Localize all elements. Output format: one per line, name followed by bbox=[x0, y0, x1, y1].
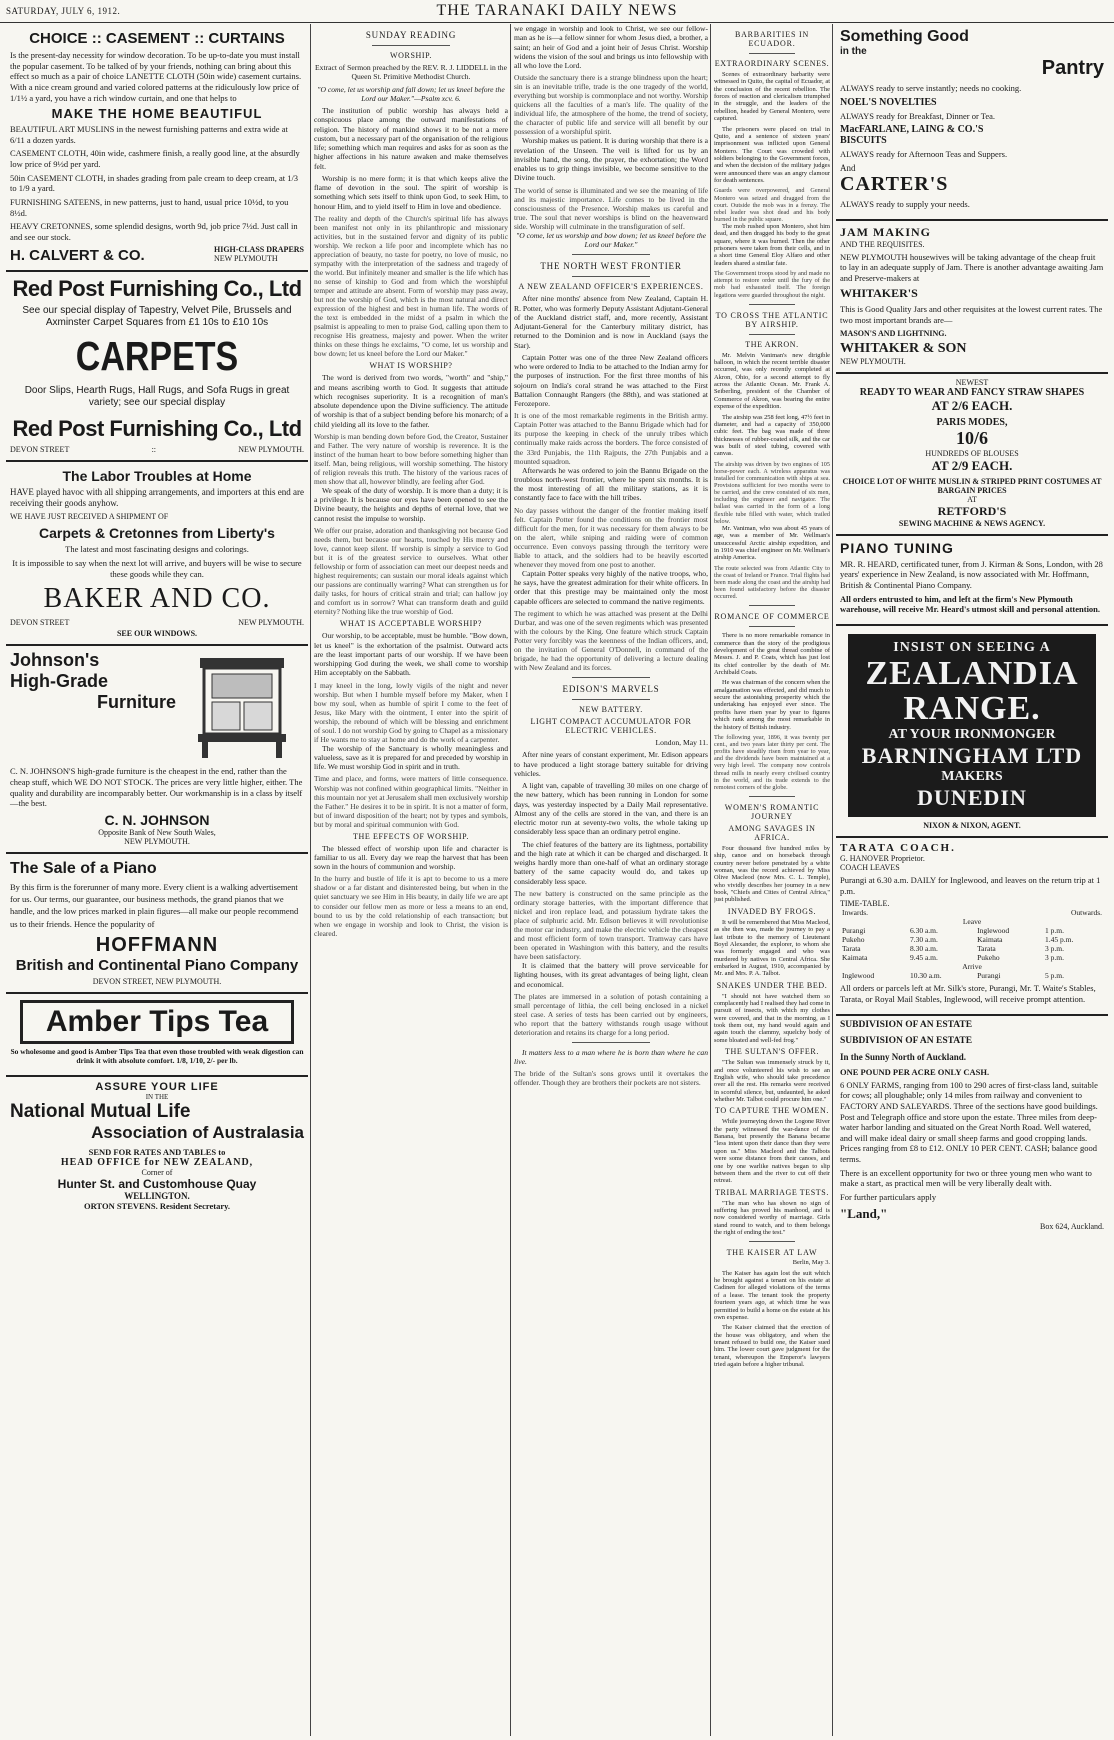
ad-footer: SEE OUR WINDOWS. bbox=[116, 629, 198, 639]
ad-text: 6 ONLY FARMS, ranging from 100 to 290 acres of first-class land, suitable for cows; all ploughable; only 14 miles from railway and convenient to FACTORY AND SALEYARDS. Three of the sections have good buildings. Post and Telegraph office and store upon the estate. Three miles from deep-water harbor landing and situated on the Great North Road. Well watered, and will make ideal dairy or small sheep farms and good cropping lands. Prices ranging from £8 to £12. ONLY 10 PER CENT. CASH; balance good terms. bbox=[840, 1079, 1098, 1164]
pantry-ad bbox=[836, 24, 1108, 221]
article-paragraph: "The man who has shown no sign of suffering has proved his manhood, and is now considered worthy of marriage. Girls stand round to watch, and to them belongs the right of ending the test." bbox=[714, 1199, 830, 1237]
ad-text: HEAVY CRETONNES, some splendid designs, worth 9d, job price 7½d. Just call in and see our stock. bbox=[10, 221, 298, 242]
ad-town: NEW PLYMOUTH. bbox=[238, 618, 304, 628]
ad-text: ALWAYS ready to serve instantly; needs no cooking. bbox=[840, 83, 1022, 93]
advertiser-name: BARNINGHAM LTD bbox=[861, 743, 1083, 769]
article-heading: TO CROSS THE ATLANTIC BY AIRSHIP. bbox=[715, 310, 829, 329]
article-subheading: THE AKRON. bbox=[745, 339, 799, 349]
table-row bbox=[840, 953, 1104, 962]
piano-tuning-ad bbox=[836, 536, 1108, 626]
ad-headline: TARATA COACH. bbox=[840, 842, 956, 855]
article-paragraph: Mr. Melvin Vaniman's new dirigible balloon, in which the recent terrible disaster occurred, was only recently completed at Akron, Ohio, for a second attempt to fly across the Atlantic Ocean. Mr. Frank A. Seiberling, president of the Chamber of Commerce of Akron, was bearing the entire expense of the expedition. bbox=[714, 351, 830, 411]
ad-text: Corner of bbox=[141, 1167, 173, 1177]
closing-remark: It matters less to a man where he is born than where he can live. bbox=[514, 1047, 708, 1067]
national-mutual-ad bbox=[6, 1077, 308, 1217]
advertiser-name: C. N. JOHNSON bbox=[104, 811, 210, 828]
johnson-ad bbox=[6, 646, 308, 854]
article-subheading: WHAT IS WORSHIP? bbox=[369, 361, 453, 371]
retford-ad bbox=[836, 374, 1108, 536]
article-paragraph: "I should not have watched them so complacently had I realised they had come in pursuit of insects, with which my clothes were covered, and that in the morning, as I took them out, my hand would again and again touch the clammy, squelchy body of some bloated and well-fed frog." bbox=[714, 992, 830, 1044]
ad-contact: "Land," bbox=[840, 1205, 888, 1221]
red-post-ad bbox=[6, 272, 308, 462]
table-cell: Tarata bbox=[842, 944, 861, 954]
article-paragraph: The institution of public worship has always held a conspicuous place among the outward manifestations of religion. The history of mankind shows it to be not a mere custom, but a necessary part of the organisation of the religious life; something which man requires and asks for as soon as the higher affections in his nature awaken and make themselves felt. bbox=[314, 106, 508, 171]
ad-text: ALWAYS ready for Breakfast, Dinner or Tea. bbox=[840, 110, 996, 121]
whitaker-ad bbox=[836, 221, 1108, 374]
advertiser-name: BAKER AND CO. bbox=[43, 583, 271, 615]
article-paragraph: The chief features of the battery are its lightness, portability and the high rate at which it can be charged and discharged. It weighs hardly more than one-half of what an ordinary storage battery of the same capacity would do, and takes up considerably less space. bbox=[514, 839, 708, 886]
timetable-header: Leave bbox=[962, 917, 982, 927]
ad-headline: Pantry bbox=[1041, 57, 1104, 79]
timetable-header: Arrive bbox=[962, 962, 982, 972]
column-rule bbox=[832, 24, 833, 1736]
ad-text: It is impossible to say when the next lot will arrive, and buyers will be wise to secure these goods while they can. bbox=[12, 558, 302, 579]
ad-headline: ASSURE YOUR LIFE bbox=[95, 1080, 219, 1093]
table-row bbox=[840, 944, 1104, 953]
ad-text: By this firm is the forerunner of many more. Every client is a walking advertisement for us. Our terms, our guarantee, our business methods, the grand pianos that we handle, and the low prices marked in plain figures—all make our people recommend us to their friends. Hence the popularity of bbox=[10, 881, 299, 929]
table-cell: Kaimata bbox=[977, 935, 1003, 945]
table-cell: 9.45 a.m. bbox=[909, 953, 938, 963]
ad-price: AT 2/6 EACH. bbox=[931, 397, 1013, 413]
calvert-ad bbox=[6, 24, 308, 272]
article-paragraph: While journeying down the Logone River the party witnessed the war-dance of the Banana, but presently the Banana became "less intent upon their dance than they were upon us." Miss Macleod and the Talbots were some distance from their canoes, and one by one warlike natives began to slip between them and the river to cut off their retreat. bbox=[714, 1118, 830, 1185]
ad-text: C. N. JOHNSON'S high-grade furniture is the cheapest in the end, rather than the cheap stuff, which WE DO NOT STOCK. The prices are very little higher, either. The quality and durability are incomparably better. Our workmanship is in a class by itself—the best. bbox=[10, 766, 303, 809]
ad-headline: in the bbox=[840, 46, 867, 57]
ad-text: HUNDREDS OF BLOUSES bbox=[925, 448, 1019, 458]
article-paragraph: He was chairman of the concern when the amalgamation was effected, and did much to secure the astonishing prosperity which the undertaking has enjoyed ever since. The profits have risen year by year to figures which rank among the most remarkable in the history of British industry. bbox=[714, 679, 830, 731]
baker-ad bbox=[6, 462, 308, 646]
article-paragraph: Four thousand five hundred miles by ship, canoe and on horseback through country never before penetrated by a white woman, was the record achieved by Miss Olive Macleod (now Mrs. C. L. Temple), who vividly describes her journey in a new book, "Chiefs and Cities of Central Africa," just published. bbox=[714, 844, 830, 904]
article-paragraph: The Kaiser claimed that the erection of the house was obligatory, and when the tenant refused to build one, the Kaiser sued him. The lower court gave judgment for the tenant, whereupon the Emperor's lawyers tried again before a higher tribunal. bbox=[714, 1324, 830, 1369]
table-cell: Pukeho bbox=[842, 935, 865, 945]
brand-name: MASON'S AND LIGHTNING. bbox=[840, 328, 947, 338]
article-heading: SUNDAY READING bbox=[365, 30, 457, 40]
ad-subheadline: COACH LEAVES bbox=[840, 863, 900, 873]
ad-headline: PIANO TUNING bbox=[840, 539, 954, 556]
article-heading: BARBARITIES IN ECUADOR. bbox=[734, 30, 810, 48]
article-paragraph: It will be remembered that Miss Macleod, as she then was, made the journey to pay a last tribute to the memory of Lieutenant Boyd Alexander, the explorer, to whom she was formerly engaged and who was murdered by natives in Central Africa. She embarked in August, 1910, accompanied by Mr. and Mrs. P. A. Talbot. bbox=[714, 918, 830, 978]
ad-street: DEVON STREET bbox=[10, 618, 70, 628]
article-subheading: EXTRAORDINARY SCENES. bbox=[714, 59, 830, 68]
ad-text: All orders or parcels left at Mr. Silk's store, Purangi, Mr. T. Waite's Stables, Tarata, or Royal Mail Stables, Inglewood, will receive prompt attention. bbox=[840, 983, 1096, 1004]
article-heading: EDISON'S MARVELS bbox=[562, 684, 660, 694]
ad-agent: NIXON & NIXON, AGENT. bbox=[923, 821, 1021, 831]
article-subheading: AMONG SAVAGES IN AFRICA. bbox=[728, 823, 816, 842]
ad-text: There is an excellent opportunity for two or three young men who want to make a start, as practical men will be very liberally dealt with. bbox=[840, 1167, 1092, 1189]
article-paragraph: Captain Potter speaks very highly of the native troops, who, he says, have the greatest admiration for their white officers. In order that this prestige may be maintained only the most capable officers are selected to command the native regiments. bbox=[514, 568, 708, 606]
article-paragraph: The mob rushed upon Montero, shot him dead, and then dragged his body to the great square, where it was burned. Then the other prisoners were taken from their cells, and in a short time General Eloy Alfaro and other leaders shared a similar fate. bbox=[714, 223, 830, 267]
article-paragraph: There is no more remarkable romance in commerce than the story of the prodigious development of the great thread combine of Messrs. J. and P. Coats, which has just lost its chief controller by the death of Mr. Archibald Coats. bbox=[714, 632, 830, 677]
ad-text: SEND FOR RATES AND TABLES to bbox=[88, 1146, 226, 1157]
timetable-title: TIME-TABLE. bbox=[840, 899, 890, 909]
column-rule bbox=[310, 24, 311, 1736]
ad-text: FURNISHING SATEENS, in new patterns, just to hand, usual price 10½d, to you 8½d. bbox=[10, 196, 289, 218]
article-paragraph: Our worship, to be acceptable, must be humble. "Bow down, let us kneel" is the exhortation of the psalmist. Outward acts are the least important parts of our worship. If we have been worshipping God during the week, we shall come to worship Him acceptably on the Sabbath. bbox=[314, 631, 508, 678]
article-subheading: TO CAPTURE THE WOMEN. bbox=[715, 1106, 829, 1116]
ad-text: AT YOUR IRONMONGER bbox=[888, 727, 1056, 743]
advertiser-name: HOFFMANN bbox=[95, 934, 219, 957]
furniture-illustration-icon bbox=[182, 652, 302, 762]
table-row bbox=[840, 935, 1104, 944]
ad-text: PARIS MODES, bbox=[936, 416, 1008, 428]
ad-town: WELLINGTON. bbox=[124, 1190, 190, 1201]
brand-name: ZEALANDIA RANGE. bbox=[865, 654, 1079, 728]
ad-subheadline: Carpets & Cretonnes from Liberty's bbox=[39, 525, 275, 542]
advertisement-column bbox=[6, 24, 308, 1736]
ad-subheadline: ONE POUND PER ACRE ONLY CASH. bbox=[840, 1066, 990, 1077]
article-subheading: THE SULTAN'S OFFER. bbox=[725, 1047, 819, 1057]
ad-street: DEVON STREET bbox=[10, 444, 70, 454]
ad-headline: CARPETS bbox=[75, 334, 239, 380]
ad-address: Opposite Bank of New South Wales, bbox=[98, 827, 216, 837]
hoffmann-ad bbox=[6, 854, 308, 994]
ad-town: NEW PLYMOUTH bbox=[213, 254, 278, 264]
zealandia-ad bbox=[836, 626, 1108, 838]
article-paragraph: we engage in worship and look to Christ, we see our fellow-man as he is—a fellow sinner for whom Jesus died, a brother, a saint; an heir of God and a joint heir of Jesus Christ. Worship widens the vision of the soul and brings us into fellowship with all who love the Lord. bbox=[514, 24, 708, 70]
ad-text: Is the present-day necessity for window decoration. To be up-to-date you must install the popular casement. To be talked of by your friends, nothing can bring about this effect so much as a pair of choice LANETTE CLOTH (50in wide) casement curtains. With a nice cream ground and varied colored patterns at the ridiculously low price of 1/1½ a yard, you have a rich window curtain, and one that helps to bbox=[10, 50, 302, 103]
ad-town: NEW PLYMOUTH. bbox=[840, 356, 906, 366]
article-paragraph: The airship was 258 feet long, 47½ feet in diameter, and had a capacity of 350,000 cubic feet. The bag was made of three thicknesses of rubber-coated silk, and the car was built of steel tubing, covered with canvas. bbox=[714, 413, 830, 458]
advertiser-name: Red Post Furnishing Co., Ltd bbox=[12, 415, 302, 441]
masthead bbox=[0, 0, 1114, 23]
ad-address: Hunter St. and Customhouse Quay bbox=[57, 1176, 257, 1191]
brand-name: MacFARLANE, LAING & CO.'S bbox=[840, 124, 984, 136]
ad-text: HEAD OFFICE for NEW ZEALAND, bbox=[60, 1156, 254, 1168]
ad-text: CHOICE LOT OF WHITE MUSLIN & STRIPED PRINT COSTUMES AT BARGAIN PRICES bbox=[842, 476, 1102, 495]
issue-date: SATURDAY, JULY 6, 1912. bbox=[6, 6, 121, 16]
column-rule bbox=[510, 24, 511, 1736]
ad-text: WE HAVE JUST RECEIVED A SHIPMENT OF bbox=[10, 512, 169, 522]
ad-text: G. HANOVER Proprietor. bbox=[840, 854, 925, 864]
amber-tips-ad bbox=[6, 994, 308, 1077]
article-heading: THE KAISER AT LAW bbox=[726, 1248, 818, 1258]
sunday-reading-article: SUNDAY READING WORSHIP. Extract of Sermon preached by the REV. R. J. LIDDELL in the Queen St. Primitive Methodist Church. "O come, let us worship and fall down; let us kneel before the Lord our Maker."—Psalm xcv. 6. The institution of public worship has always held a conspicuous place among the outward manifestations of religion. The history of mankind shows it to be not a mere custom, but a necessary part of the organisation of the religious life; something which man requires and asks for as soon as the higher affections in his nature awaken and make themselves felt. Worship is no mere form; it is that which keeps alive the flame of devotion in the soul. The spirit of worship is something which sets itself to think upon God, to seek Him, to honour Him, and to yield itself to Him in love and obedience. The reality and depth of the Church's spiritual life has always been manifest not only in its philanthropic and missionary activities, but in the sustained fervor and dignity of its public worship. We reckon a life poor and incomplete which has no appreciation of beauty, no taste for poetry, no love of music, no sympathy with the interpretation of the sadness and tragedy of the world. But infinitely meaner and smaller is the life which has no sense of kinship to God and from which the worshipful temper and attitude are absent. Form of worship may pass away, but not the worship of God, which is the most natural and direct expression of the highest and best in human life. The words of the text is embedded in the midst of a psalm in which the psalmist is appealing to men to praise God, calling upon them to recognise His greatness, majesty and power. When the writer thinks on these things he exclaims, "O come, let us worship and bow down; let us kneel before the Lord our Maker." WHAT IS WORSHIP? The word is derived from two words, "worth" and "ship," and means ascribing worth to God. It suggests that attitude which recognises superiority. It is a recognition of man's absolute dependence upon the Divine sufficiency. The attitude of worship is that of a subject bending before his monarch; of a child yielding all its love to the father. Worship is man bending down before God, the Creator, Sustainer and Father. The very nature of worship is reverence. It is the instinct of the human heart to bow before something higher than itself. Man, being religious, will worship something. The history of religion reveals this truth. The history of the various races of men show that all, however blindly, are feeling after God. We speak of the duty of worship. It is more than a duty; it is a privilege. It is because our eyes have been opened to see the Divine beauty, the heights and depths of eternal love, that we cannot resist the impulse to worship. We offer our praise, adoration and thanksgiving not because God needs them, but because our hearts, touched by His mercy and love, cannot keep silent. If worship is simply a service to God but it is of the greatest service to ourselves. What other fellowship or form of association can meet our deepest needs and highest requirements; can sustain our moral ideals against which our passions are continually warring? What can strengthen us for daily tasks, for hours of critical strain and trial; can hallow joy and comfort us in sorrow? What can transform death and guild eternity? Nothing like the true worship of God. WHAT IS ACCEPTABLE WORSHIP? Our worship, to be acceptable, must be humble. "Bow down, let us kneel" is the exhortation of the psalmist. Outward acts are the least important parts of our worship. If we have been worshipping God during the week, we shall come to worship Him acceptably on the Sabbath. I may kneel in the long, lowly vigils of the night and never worship. But when I humble myself before my Maker, when I bow my soul, when as humble of spirit I come to the feet of Jesus, like Mary with the ointment, I enter into the spirit of worship, the rebound of which will be blessing and enrichment of soul. I do not worship God by going to Chapel as a missionary if He wants me to stay at home and do the work of a carpenter. The worship of the Sanctuary is wholly meaningless and valueless, save as it is prepared for and preceded by worship in life. We must worship God in spirit and in truth. Time and place, and forms, were matters of little consequence. Worship was not confined within geographical limits. "Neither in this mountain nor yet at Jerusalem shall men exclusively worship the Father." He desires it to be in spirit. It is not a matter of form, but of inward disposition of the heart; not by types and symbols, but by moral and spiritual communion with God. THE EFFECTS OF WORSHIP. The blessed effect of worship upon life and character is familiar to us all. Every day we reap the harvest that has been sown in the hours of communion and worship. In the hurry and bustle of life it is apt to become to us a mere shadow or a far distant and disinterested being, but when in the quiet sanctuary we see Him in His beauty, in daily life we are apt to consider our fellow men as more or less a means to an end, bound to us by the cold relationship of each transaction; but when we engage in worship and look to Christ, the vision is cleared. bbox=[314, 30, 508, 938]
advertiser-name: Association of Australasia bbox=[91, 1122, 304, 1142]
ad-subheadline: In the Sunny North of Auckland. bbox=[840, 1051, 967, 1062]
table-row bbox=[840, 971, 1104, 980]
brand-name: NOEL'S NOVELTIES bbox=[840, 96, 937, 108]
article-quote: "O come, let us worship and fall down; let us kneel before the Lord our Maker."—Psalm xcv. 6. bbox=[317, 84, 505, 103]
ad-text: Door Slips, Hearth Rugs, Hall Rugs, and Sofa Rugs in great variety; see our special display bbox=[24, 384, 290, 409]
table-cell: Tarata bbox=[977, 944, 996, 954]
brand-name: CARTER'S bbox=[840, 172, 949, 195]
article-paragraph: After nine months' absence from New Zealand, Captain H. R. Potter, who was formerly Deputy Assistant Adjutant-General of the Auckland district staff, and, more recently, Assistant Adjutant-General for the Canterbury military district, has returned to the Dominion and is now in Auckland (says the Star). bbox=[514, 294, 708, 350]
ad-tagline: So wholesome and good is Amber Tips Tea that even those troubled with weak digestion can drink it with absolute comfort. 1/8, 1/10, 2/- per lb. bbox=[10, 1047, 304, 1066]
ad-subheadline: AND THE REQUISITES. bbox=[840, 239, 925, 249]
ad-text: Purangi at 6.30 a.m. DAILY for Inglewood, and leaves on the return trip at 1 p.m. bbox=[840, 875, 1101, 896]
advertiser-name: Amber Tips Tea bbox=[20, 1000, 294, 1044]
table-cell: Inglewood bbox=[977, 926, 1010, 936]
ad-text: 50in CASEMENT CLOTH, in shades grading from pale cream to deep cream, at 1/3 to 1/9 a yard. bbox=[10, 172, 299, 194]
table-cell: 1 p.m. bbox=[1045, 926, 1065, 936]
ad-headline: Something Good bbox=[840, 28, 969, 45]
article-subheading: A NEW ZEALAND OFFICER'S EXPERIENCES. bbox=[518, 282, 704, 292]
table-row bbox=[840, 926, 1104, 935]
timetable-header: Inwards. bbox=[842, 908, 869, 918]
table-cell: 3 p.m. bbox=[1045, 944, 1065, 954]
ad-text: ALWAYS ready for Afternoon Teas and Suppers. bbox=[840, 149, 1008, 160]
article-paragraph: Captain Potter was one of the three New Zealand officers who were ordered to India to be attached to the Indian army for the purposes of instruction. For the first three months of his sojourn on India's coral strand he was attached to the First Battalion Connaught Rangers (the 88th), and was stationed at Ferozepore. bbox=[514, 352, 708, 409]
article-subheading: WHAT IS ACCEPTABLE WORSHIP? bbox=[339, 619, 483, 629]
article-paragraph: Worship is no mere form; it is that which keeps alive the flame of devotion in the soul. The spirit of worship is something which sets itself to think upon God, to seek Him, to honour Him, and to yield itself to Him in love and obedience. bbox=[314, 173, 508, 211]
advertiser-name: WHITAKER & SON bbox=[840, 340, 967, 356]
table-cell: Pukeho bbox=[977, 953, 1000, 963]
article-paragraph: Mr. Vaniman, who was about 45 years of age, was a member of Mr. Wellman's unsuccessful Arctic airship expedition, and in 1910 was chief engineer on Mr. Wellman's airship America. bbox=[714, 524, 830, 562]
table-cell: 10.30 a.m. bbox=[909, 971, 942, 981]
article-dateline: London, May 11. bbox=[655, 738, 708, 747]
classified-ads-column bbox=[836, 24, 1108, 1736]
news-column: BARBARITIES IN ECUADOR. EXTRAORDINARY SCENES. Scenes of extraordinary barbarity were witnessed in Quito, the capital of Ecuador, at the conclusion of the recent rebellion. The forces of reaction and clericalism triumphed in the struggle, and the leaders of the rebellion, headed by General Montero, were captured. The prisoners were placed on trial in Quito, and a sentence of sixteen years' imprisonment was inflicted upon General Montero. The Court was crowded with soldiers belonging to the Government forces, and when the decision of the military judges were announced there was an angry clamour for death sentences. Guards were overpowered, and General Montero was seized and dragged from the court. Outside the mob was in a frenzy. The rebel leader was shot dead and his body burned in the public square. The mob rushed upon Montero, shot him dead, and then dragged his body to the great square, where it was burned. Then the other prisoners were taken from their cells, and in a short time General Eloy Alfaro and other leaders shared a similar fate. The Government troops stood by and made no attempt to restore order until the fury of the mob had exhausted itself. The foreign legations were guarded throughout the night. TO CROSS THE ATLANTIC BY AIRSHIP. THE AKRON. Mr. Melvin Vaniman's new dirigible balloon, in which the recent terrible disaster occurred, was only recently completed at Akron, Ohio, for a second attempt to fly across the Atlantic Ocean. Mr. Frank A. Seiberling, president of the Chamber of Commerce of Akron, was bearing the entire expense of the expedition. The airship was 258 feet long, 47½ feet in diameter, and had a capacity of 350,000 cubic feet. The bag was made of three thicknesses of rubber-coated silk, and the car was built of steel tubing, covered with canvas. The airship was driven by two engines of 105 horse-power each. A wireless apparatus was installed for communication with ships at sea. Provisions sufficient for two months were to be carried, and the crew consisted of six men, including the engineer and navigator. The ballast was carried in the form of a long flexible tube filled with water, which trailed below. Mr. Vaniman, who was about 45 years of age, was a member of Mr. Wellman's unsuccessful Arctic airship expedition, and in 1910 was chief engineer on Mr. Wellman's airship America. The route selected was from Atlantic City to the coast of Ireland or France. Trial flights had been made along the coast and the airship had been found satisfactory before the disaster occurred. ROMANCE OF COMMERCE There is no more remarkable romance in commerce than the story of the prodigious development of the great thread combine of Messrs. J. and P. Coats, which has just lost its chief controller by the death of Mr. Archibald Coats. He was chairman of the concern when the amalgamation was effected, and did much to secure the astonishing prosperity which the undertaking has enjoyed ever since. The profits have risen year by year to figures which rank among the most remarkable in the history of British industry. The following year, 1896, it was twenty per cent., and two years later thirty per cent. The profits have steadily risen from year to year, and the dividends have been maintained at a very high level. The company now controls thread mills in nearly every civilised country in the world, and its trade extends to the remotest corners of the globe. WOMEN'S ROMANTIC JOURNEY AMONG SAVAGES IN AFRICA. Four thousand five hundred miles by ship, canoe and on horseback through country never before penetrated by a white woman, was the record achieved by Miss Olive Macleod (now Mrs. C. L. Temple), who vividly describes her journey in a new book, "Chiefs and Cities of Central Africa," just published. INVADED BY FROGS. It will be remembered that Miss Macleod, as she then was, made the journey to pay a last tribute to the memory of Lieutenant Boyd Alexander, the explorer, to whom she was formerly engaged and who was murdered by natives in Central Africa. She embarked in August, 1910, accompanied by Mr. and Mrs. P. A. Talbot. SNAKES UNDER THE BED. "I should not have watched them so complacently had I realised they had come in pursuit of insects, with which my clothes were covered, and that in the morning, as I took them out, my hand would again and again touch the clammy, squelchy body of some bloated and well-fed frog." THE SULTAN'S OFFER. "The Sultan was immensely struck by it, and once volunteered his wish to see an English wife, who should take precedence over all the rest. His remarks were received in scornful silence, but, undaunted, he asked whether Mr. Talbot could procure him one." TO CAPTURE THE WOMEN. While journeying down the Logone River the party witnessed the war-dance of the Banana, but presently the Banana became "less intent upon their dance than they were upon us." Miss Macleod and the Talbots were some distance from their canoes, and one by one warlike natives began to slip between them and the river to cut off their retreat. TRIBAL MARRIAGE TESTS. "The man who has shown no sign of suffering has proved his manhood, and is now considered worthy of marriage. Girls stand round to watch, and to them belongs the right of ending the test." THE KAISER AT LAW Berlin, May 3. The Kaiser has again lost the suit which he brought against a tenant on his estate at Cadinen for alleged violations of the terms of a lease. The tenant took the property fourteen years ago, at which time he was permitted to build a home on the estate at his own expense. The Kaiser claimed that the erection of the house was obligatory, and when the tenant refused to build one, the Kaiser sued him. The lower court gave judgment for the tenant, whereupon the Emperor's lawyers tried again before a higher tribunal. bbox=[714, 30, 830, 1369]
ad-headline: JAM MAKING bbox=[840, 224, 931, 239]
article-paragraph: After nine years of constant experiment, Mr. Edison appears to have produced a light storage battery suitable for driving vehicles. bbox=[514, 750, 708, 778]
ad-town: NEW PLYMOUTH. bbox=[124, 836, 190, 846]
article-byline: Extract of Sermon preached by the REV. R. J. LIDDELL in the Queen St. Primitive Methodist Church. bbox=[315, 63, 507, 82]
ad-address: DEVON STREET, NEW PLYMOUTH. bbox=[92, 977, 222, 987]
table-cell: 3 p.m. bbox=[1045, 953, 1065, 963]
ad-price: 10/6 bbox=[955, 427, 988, 448]
table-cell: Purangi bbox=[842, 926, 866, 936]
article-subheading: TRIBAL MARRIAGE TESTS. bbox=[715, 1187, 829, 1197]
ad-text: And bbox=[840, 162, 856, 173]
article-paragraph: The prisoners were placed on trial in Quito, and a sentence of sixteen years' imprisonment was inflicted upon General Montero. The Court was crowded with soldiers belonging to the Government forces, and when the decision of the military judges were announced there was an angry clamour for death sentences. bbox=[714, 125, 830, 185]
ad-tagline: SEWING MACHINE & NEWS AGENCY. bbox=[898, 518, 1046, 528]
article-paragraph: The Kaiser has again lost the suit which he brought against a tenant on his estate at Cadinen for alleged violations of the terms of a lease. The tenant took the property fourteen years ago, at which time he was permitted to build a home on the estate at his own expense. bbox=[714, 1269, 830, 1321]
article-subheading: LIGHT COMPACT ACCUMULATOR FOR ELECTRIC VEHICLES. bbox=[530, 717, 692, 735]
article-heading: WOMEN'S ROMANTIC JOURNEY bbox=[724, 802, 820, 821]
advertiser-name: National Mutual Life bbox=[10, 1100, 191, 1122]
table-cell: 6.30 a.m. bbox=[909, 926, 938, 936]
ad-separator: :: bbox=[151, 444, 157, 454]
article-subheading: WORSHIP. bbox=[390, 51, 432, 60]
article-subheading: INVADED BY FROGS. bbox=[727, 906, 817, 916]
ad-footer: ORTON STEVENS. Resident Secretary. bbox=[83, 1200, 231, 1211]
article-paragraph: Worship makes us patient. It is during worship that there is a revelation of the Unseen. The veil is lifted for us by an invisible hand, the song, the prayer, the exhortation; the Word enables us to grip things invisible, we become sensitive to the Divine touch. bbox=[514, 136, 708, 183]
ad-text: CASEMENT CLOTH, 40in wide, cashmere finish, a really good line, at the absurdly low price of 9½d per yard. bbox=[10, 148, 300, 169]
ad-text: MAKERS bbox=[941, 769, 1003, 785]
article-paragraph: It is claimed that the battery will prove serviceable for lighting houses, with its great advantages of being light, clean and economical. bbox=[514, 961, 708, 989]
newspaper-title: THE TARANAKI DAILY NEWS bbox=[436, 2, 678, 19]
ad-headline: High-Grade bbox=[10, 671, 109, 692]
article-subheading: NEW BATTERY. bbox=[579, 705, 643, 714]
ad-headline: Furniture bbox=[97, 692, 176, 713]
ad-headline: The Sale of a Piano bbox=[10, 859, 157, 877]
table-cell: 8.30 a.m. bbox=[909, 944, 938, 954]
ad-town: DUNEDIN bbox=[917, 785, 1027, 811]
ad-text: The latest and most fascinating designs and colorings. bbox=[65, 544, 249, 555]
advertiser-name: H. CALVERT & CO. bbox=[10, 246, 145, 264]
news-column: we engage in worship and look to Christ, we see our fellow-man as he is—a fellow sinner for whom Jesus died, a brother, a saint; an heir of God and a joint heir of Jesus Christ. Worship widens the vision of the soul and brings us into fellowship with all who love the Lord. Outside the sanctuary there is a strange blindness upon the heart; sin is an inevitable trifle, trade is the one tragedy of the world, everything but worship is commonplace and not worthy. Worship quickens all the faculties of a man's life. The quality of the individual life, the atmosphere of the home, the trend of society, the character of public life and service will all benefit by our possession of a worshipful spirit. Worship makes us patient. It is during worship that there is a revelation of the Unseen. The veil is lifted for us by an invisible hand, the song, the prayer, the exhortation; the Word enables us to grip things invisible, we become sensitive to the Divine touch. The world of sense is illuminated and we see the meaning of life and its majestic importance. Life comes to be lived in the consciousness of the Presence. Worship makes us careful and true. The soul that never worships is blind on the heavenward side. Worship will culminate in the transfiguration of self. "O come, let us worship and bow down; let us kneel before the Lord our Maker." THE NORTH WEST FRONTIER A NEW ZEALAND OFFICER'S EXPERIENCES. After nine months' absence from New Zealand, Captain H. R. Potter, who was formerly Deputy Assistant Adjutant-General of the Auckland district staff, and, more recently, Assistant Adjutant-General for the Canterbury military district, has returned to the Dominion and is now in Auckland (says the Star). Captain Potter was one of the three New Zealand officers who were ordered to India to be attached to the Indian army for the purposes of instruction. For the first three months of his sojourn on India's coral strand he was attached to the First Battalion Connaught Rangers (the 88th), and was stationed at Ferozepore. It is one of the most remarkable regiments in the British army. Captain Potter was attached to the Bannu Brigade which had for its purpose the keeping in check of the unruly tribes which continually make raids across the borders. The force consisted of the 33rd Punjabis, the 11th Rajputs, the 27th Punjabis and a mounted squadron. Afterwards he was ordered to join the Bannu Brigade on the troublous north-west frontier, where he spent six months. It is the most interesting of all the military stations, as it is constantly face to face with the hill tribes. No day passes without the danger of the frontier making itself felt. Captain Potter found the conditions on the frontier most difficult for the men, for it was necessary for them always to be on the alert, while sniping and raiding were of common occurrence. Even convoys passing through the territory were liable to attack, and the soldiers had to be heavily escorted whenever they moved from one post to another. Captain Potter speaks very highly of the native troops, who, he says, have the greatest admiration for their white officers. In order that this prestige may be maintained only the most capable officers are selected to command the native regiments. The regiment to which he was attached was present at the Delhi Durbar, and was one of the seven regiments which was presented with the colours by the King. One feature which struck Captain Potter very forcibly was the keenness of the Indian officers, and, on the invitation of General O'Donnell, in command of the brigade, he had the opportunity of delivering a lecture dealing with New Zealand and its forces. EDISON'S MARVELS NEW BATTERY. LIGHT COMPACT ACCUMULATOR FOR ELECTRIC VEHICLES. London, May 11. After nine years of constant experiment, Mr. Edison appears to have produced a light storage battery suitable for driving vehicles. A light van, capable of travelling 30 miles on one charge of the new battery, which has been running in London for some days, was yesterday inspected by a Daily Mail representative. Almost any of the cells are stored in the van, and there is an electric motor run at seventy-two volts, the whole taking up considerably less space than an ordinary petrol engine. The chief features of the battery are its lightness, portability and the high rate at which it can be charged and discharged. It weighs hardly more than one-half of what an ordinary storage battery of the same capacity would do, and takes up considerably less space. The new battery is constructed on the same principle as the ordinary storage batteries, with the important difference that nickel and iron replace lead, and potassium hydrate takes the place of sulphuric acid. Mr. Edison believes it will revolutionise the motor car industry, and make the electric vehicle the cheapest and most efficient form of town transport. Tramway cars have been operated in Washington with this battery, and the results have been satisfactory. It is claimed that the battery will prove serviceable for lighting houses, with its great advantages of being light, clean and economical. The plates are immersed in a solution of potash containing a small percentage of lithia, the cell being enclosed in a nickel steel case. A series of tests has been carried out by engineers, who report that the battery withstands rough usage without deterioration and retains its charge for a long period. It matters less to a man where he is born than where he can live. The bride of the Sultan's sons grows until it overtakes the offender. Though they are brothers their pockets are not sisters. bbox=[514, 24, 708, 1088]
article-paragraph: A light van, capable of travelling 30 miles on one charge of the new battery, which has been running in London for some days, was yesterday inspected by a Daily Mail representative. Almost any of the cells are stored in the van, and there is an electric motor run at seventy-two volts, the whole taking up considerably less space than an ordinary petrol engine. bbox=[514, 781, 708, 837]
ad-text: NEWEST bbox=[955, 377, 989, 387]
table-cell: Kaimata bbox=[842, 953, 868, 963]
article-paragraph: "The Sultan was immensely struck by it, and once volunteered his wish to see an English wife, who should take precedence over all the rest. His remarks were received in scornful silence, but, undaunted, he asked whether Mr. Talbot could procure him one." bbox=[714, 1059, 830, 1103]
brand-name: BISCUITS bbox=[840, 135, 887, 147]
ad-address: Box 624, Auckland. bbox=[1040, 1221, 1104, 1231]
article-paragraph: The worship of the Sanctuary is wholly meaningless and valueless, save as it is prepared for and preceded by worship in life. We must worship God in spirit and in truth. bbox=[314, 743, 508, 772]
ad-text: AT bbox=[967, 494, 977, 504]
timetable-header: Outwards. bbox=[1070, 908, 1102, 918]
ad-text: IN THE bbox=[145, 1092, 169, 1101]
ad-headline: CHOICE :: CASEMENT :: CURTAINS bbox=[29, 30, 285, 47]
ad-headline: SUBDIVISION OF AN ESTATE bbox=[840, 1035, 973, 1046]
ad-text: READY TO WEAR AND FANCY STRAW SHAPES bbox=[859, 386, 1085, 398]
article-heading: THE NORTH WEST FRONTIER bbox=[540, 261, 682, 272]
ad-text: See our special display of Tapestry, Velvet Pile, Brussels and Axminster Carpet Squares from £1 10s to £10 10s bbox=[22, 304, 292, 329]
article-subheading: THE EFFECTS OF WORSHIP. bbox=[353, 831, 469, 841]
ad-town: NEW PLYMOUTH. bbox=[238, 444, 304, 454]
article-heading: ROMANCE OF COMMERCE bbox=[714, 612, 830, 622]
article-paragraph: We speak of the duty of worship. It is more than a duty; it is a privilege. It is because our eyes have been opened to see the Divine beauty, the heights and depths of eternal love, that we cannot resist the impulse to worship. bbox=[314, 485, 508, 523]
article-subheading: SNAKES UNDER THE BED. bbox=[716, 980, 828, 990]
table-cell: Purangi bbox=[977, 971, 1001, 981]
ad-text: This is Good Quality Jars and other requisites at the lowest current rates. The two most important brands are— bbox=[840, 304, 1103, 325]
ad-slogan: MAKE THE HOME BEAUTIFUL bbox=[51, 106, 263, 122]
table-cell: 1.45 p.m. bbox=[1045, 935, 1074, 945]
ad-text: All orders entrusted to him, and left at the firm's New Plymouth warehouse, will receive Mr. Heard's utmost skill and personal attention. bbox=[840, 593, 1101, 615]
ad-headline: The Labor Troubles at Home bbox=[62, 467, 252, 484]
ad-subheadline: British and Continental Piano Company bbox=[15, 957, 299, 975]
advertiser-name: RETFORD'S bbox=[937, 503, 1007, 518]
ad-tagline: HIGH-CLASS DRAPERS bbox=[213, 245, 304, 255]
ad-headline: SUBDIVISION OF AN ESTATE bbox=[840, 1019, 973, 1030]
article-paragraph: Afterwards he was ordered to join the Bannu Brigade on the troublous north-west frontier, where he spent six months. It is the most interesting of all the military stations, as it is constantly face to face with the hill tribes. bbox=[514, 465, 708, 503]
table-cell: 7.30 a.m. bbox=[909, 935, 938, 945]
ad-text: INSIST ON SEEING A bbox=[893, 639, 1051, 655]
ad-text: HAVE played havoc with all shipping arrangements, and importers at this end are receiving their goods anyhow. bbox=[10, 486, 305, 509]
advertiser-name: WHITAKER'S bbox=[840, 286, 918, 301]
ad-text: For further particulars apply bbox=[840, 1191, 937, 1202]
article-quote: "O come, let us worship and bow down; let us kneel before the Lord our Maker." bbox=[516, 230, 706, 250]
ad-text: ALWAYS ready to supply your needs. bbox=[840, 198, 970, 209]
ad-text: NEW PLYMOUTH housewives will be taking advantage of the cheap fruit to lay in an adequate supply of Jam. There is another advantage awaiting Jam and Preserve-makers at bbox=[840, 251, 1104, 283]
article-paragraph: Scenes of extraordinary barbarity were witnessed in Quito, the capital of Ecuador, at the conclusion of the recent rebellion. The forces of reaction and clericalism triumphed in the struggle, and the leaders of the rebellion, headed by General Montero, were captured. bbox=[714, 71, 830, 123]
table-cell: Inglewood bbox=[842, 971, 875, 981]
article-dateline: Berlin, May 3. bbox=[792, 1259, 830, 1267]
article-paragraph: The blessed effect of worship upon life and character is familiar to us all. Every day we reap the harvest that has been sown in the hours of communion and worship. bbox=[314, 843, 508, 872]
zealandia-banner bbox=[848, 634, 1096, 817]
ad-text: MR. R. HEARD, certificated tuner, from J. Kirman & Sons, London, with 28 years' experience in New Zealand, is now associated with Mr. Hoffmann, British & Continental Piano Company. bbox=[840, 558, 1103, 590]
timetable bbox=[840, 908, 1104, 980]
ad-text: BEAUTIFUL ART MUSLINS in the newest furnishing patterns and extra wide at 6/11 a dozen yards. bbox=[10, 124, 288, 145]
estate-ad bbox=[836, 1016, 1108, 1237]
ad-price: AT 2/9 EACH. bbox=[931, 457, 1013, 473]
coach-ad bbox=[836, 838, 1108, 1016]
table-cell: 5 p.m. bbox=[1045, 971, 1065, 981]
ad-headline: Johnson's bbox=[10, 650, 100, 671]
advertiser-name: Red Post Furnishing Co., Ltd bbox=[12, 275, 302, 301]
column-rule bbox=[710, 24, 711, 1736]
article-paragraph: The word is derived from two words, "worth" and "ship," and means ascribing worth to God. It suggests that attitude which recognises superiority. It is a recognition of man's absolute dependence upon the Divine sufficiency. The attitude of worship is that of a subject bending before his monarch; of a child yielding all its love to the father. bbox=[314, 373, 508, 429]
